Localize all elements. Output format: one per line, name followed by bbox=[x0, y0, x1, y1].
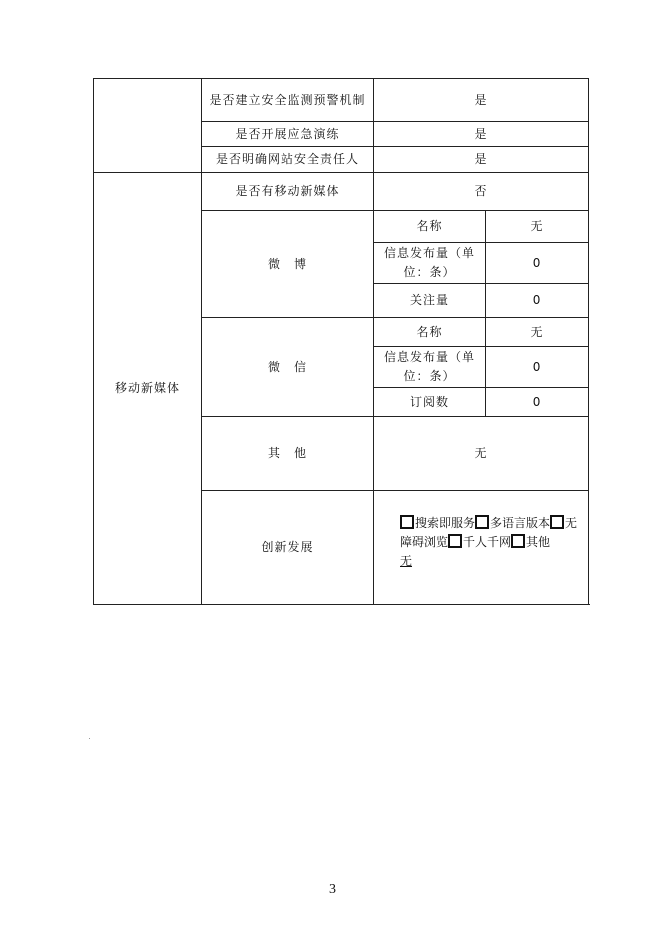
other-value: 无 bbox=[374, 417, 589, 491]
row-value-has-mobile: 否 bbox=[374, 173, 589, 211]
other-label: 其 他 bbox=[202, 417, 374, 491]
weixin-name-value: 无 bbox=[486, 318, 589, 347]
row-value-drill: 是 bbox=[374, 122, 589, 147]
other-fill-text: 无 bbox=[400, 554, 413, 568]
innovation-options bbox=[374, 491, 589, 605]
weixin-subs-label: 订阅数 bbox=[374, 388, 486, 417]
report-table bbox=[93, 78, 589, 605]
checkbox-icon[interactable] bbox=[511, 534, 525, 548]
checkbox-icon[interactable] bbox=[400, 515, 414, 529]
weibo-follow-label: 关注量 bbox=[374, 284, 486, 318]
row-label-drill: 是否开展应急演练 bbox=[202, 122, 374, 147]
page-number: 3 bbox=[329, 882, 336, 897]
weibo-label: 微 博 bbox=[202, 211, 374, 318]
checkbox-icon[interactable] bbox=[550, 515, 564, 529]
stray-dot bbox=[89, 738, 90, 739]
option-other: 其他 bbox=[526, 535, 551, 549]
row-label-responsible: 是否明确网站安全责任人 bbox=[202, 147, 374, 173]
row-label-monitoring: 是否建立安全监测预警机制 bbox=[202, 79, 374, 122]
weibo-name-label: 名称 bbox=[374, 211, 486, 243]
row-value-monitoring: 是 bbox=[374, 79, 589, 122]
section-innovation: 创新发展 bbox=[202, 491, 374, 605]
blank-section-cell bbox=[94, 79, 202, 173]
checkbox-icon[interactable] bbox=[475, 515, 489, 529]
option-personalized: 千人千网 bbox=[463, 535, 512, 549]
weixin-name-label: 名称 bbox=[374, 318, 486, 347]
row-label-has-mobile: 是否有移动新媒体 bbox=[202, 173, 374, 211]
weixin-posts-value: 0 bbox=[486, 347, 589, 388]
weixin-label: 微 信 bbox=[202, 318, 374, 417]
weixin-subs-value: 0 bbox=[486, 388, 589, 417]
checkbox-icon[interactable] bbox=[448, 534, 462, 548]
weibo-name-value: 无 bbox=[486, 211, 589, 243]
weixin-posts-label: 信息发布量（单位：条） bbox=[374, 347, 486, 388]
weibo-posts-label: 信息发布量（单位：条） bbox=[374, 243, 486, 284]
row-value-responsible: 是 bbox=[374, 147, 589, 173]
option-accessibility: 无障碍浏览 bbox=[400, 516, 578, 549]
weibo-follow-value: 0 bbox=[486, 284, 589, 318]
weibo-posts-value: 0 bbox=[486, 243, 589, 284]
section-mobile-media: 移动新媒体 bbox=[94, 173, 202, 605]
option-search-service: 搜索即服务 bbox=[415, 516, 476, 530]
option-multilingual: 多语言版本 bbox=[490, 516, 551, 530]
